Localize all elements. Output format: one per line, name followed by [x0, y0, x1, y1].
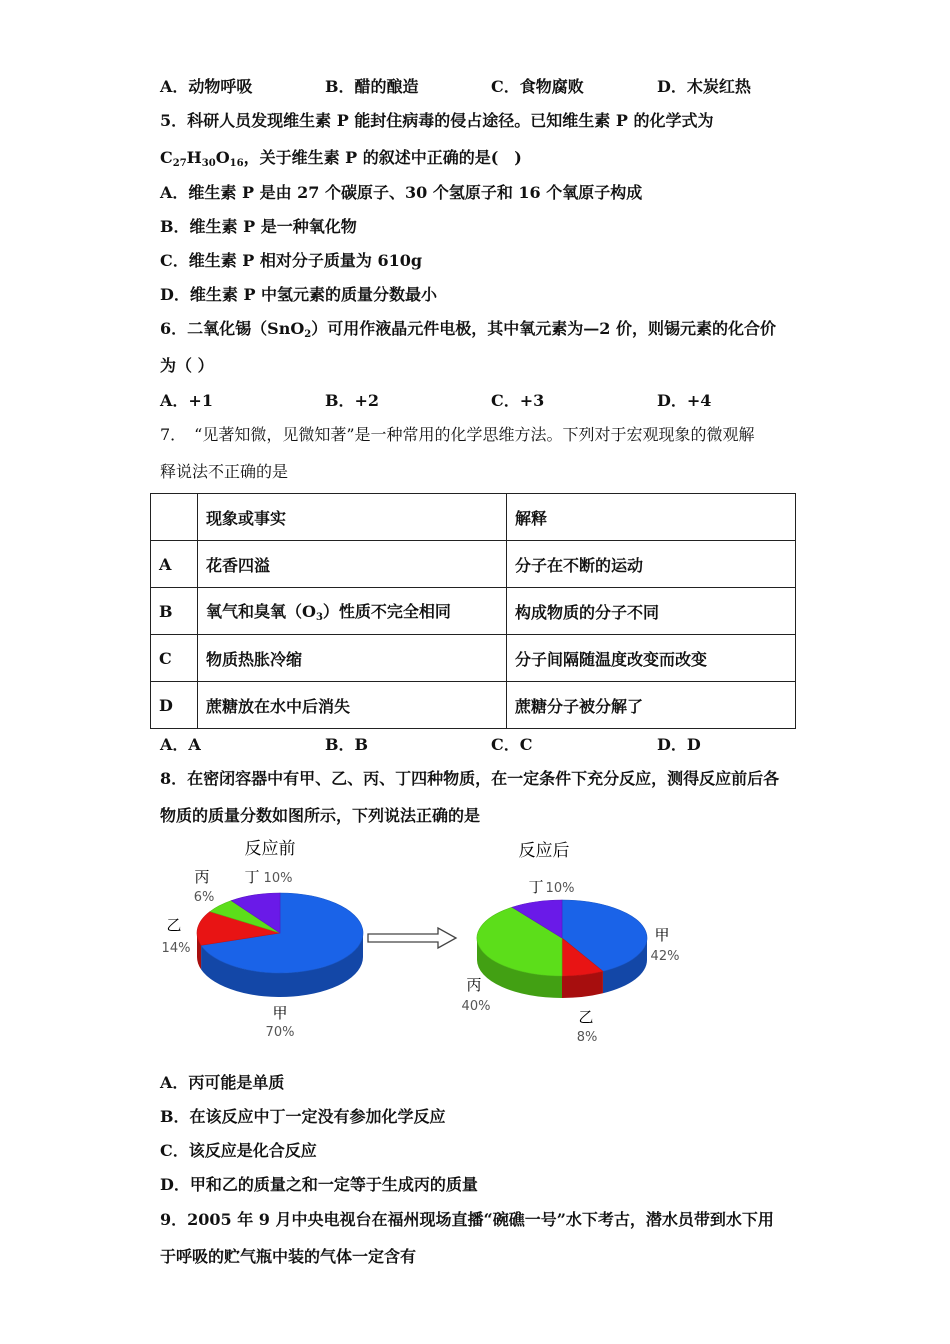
after-label-bing-value: 40%	[461, 999, 491, 1014]
q5-option-c: C．维生素 P 相对分子质量为 610g	[160, 251, 423, 270]
q5-stem-line1: 5．科研人员发现维生素 P 能封住病毒的侵占途径。已知维生素 P 的化学式为	[160, 111, 714, 130]
q7-stem-line2: 释说法不正确的是	[160, 462, 289, 481]
q4-option-a: A．动物呼吸	[160, 77, 253, 96]
table-cell-fact	[198, 588, 507, 635]
table-cell-fact: 花香四溢	[198, 541, 507, 588]
q6-stem-b: ）可用作液晶元件电极，其中氧元素为—2 价，则锡元素的化合价	[311, 319, 776, 338]
before-label-ding-value: 10%	[263, 871, 293, 886]
q6-stem-sub: 2	[304, 329, 312, 340]
q7-option-d: D．D	[657, 735, 701, 754]
q9-stem-line1: 9．2005 年 9 月中央电视台在福州现场直播“碗礁一号”水下考古，潜水员带到水下用	[160, 1210, 774, 1229]
table-cell-explain: 构成物质的分子不同	[507, 588, 796, 635]
q5-stem-line2	[160, 148, 522, 174]
after-label-ding-name: 丁	[528, 878, 544, 896]
table-cell-explain: 分子在不断的运动	[507, 541, 796, 588]
q8-option-c: C．该反应是化合反应	[160, 1141, 317, 1160]
formula-c: C	[160, 148, 173, 167]
table-row	[151, 541, 796, 588]
before-label-jia-name: 甲	[272, 1004, 288, 1022]
table-cell-fact: 蔗糖放在水中后消失	[198, 682, 507, 729]
formula-o-sub: 16	[229, 158, 244, 169]
after-label-ding-value: 10%	[545, 881, 575, 896]
before-label-ding-name: 丁	[244, 868, 260, 886]
fact-text-a: 氧气和臭氧（O	[206, 602, 316, 621]
before-label-yi-value: 14%	[161, 941, 191, 956]
reaction-arrow-icon	[368, 928, 456, 948]
pie-after	[477, 900, 647, 998]
q6-stem-line2: 为（ ）	[160, 356, 214, 375]
table-header-key	[151, 494, 198, 541]
q5-option-b: B．维生素 P 是一种氧化物	[160, 217, 357, 236]
q7-table	[150, 493, 796, 729]
formula-h-sub: 30	[201, 158, 216, 169]
before-label-bing-name: 丙	[194, 868, 210, 886]
table-row	[151, 588, 796, 635]
q5-option-a: A．维生素 P 是由 27 个碳原子、30 个氢原子和 16 个氧原子构成	[160, 183, 643, 202]
before-label-jia-value: 70%	[265, 1025, 295, 1040]
q4-option-b: B．醋的酿造	[325, 77, 419, 96]
after-label-jia-name: 甲	[654, 926, 670, 944]
table-cell-explain: 分子间隔随温度改变而改变	[507, 635, 796, 682]
q7-stem-line1: 7． “见著知微，见微知著”是一种常用的化学思维方法。下列对于宏观现象的微观解	[160, 425, 755, 444]
table-header-row	[151, 494, 796, 541]
q6-option-d: D．+4	[657, 391, 712, 410]
q6-option-a: A．+1	[160, 391, 213, 410]
before-label-bing-value: 6%	[193, 890, 215, 905]
q7-option-b: B．B	[325, 735, 369, 754]
table-cell-key: D	[151, 682, 198, 729]
q8-stem-line1: 8．在密闭容器中有甲、乙、丙、丁四种物质，在一定条件下充分反应，测得反应前后各	[160, 769, 780, 788]
q4-option-c: C．食物腐败	[491, 77, 584, 96]
pie-after-title: 反应后	[518, 841, 570, 861]
formula-c-sub: 27	[172, 158, 187, 169]
q8-option-a: A．丙可能是单质	[160, 1073, 285, 1092]
q5-stem-rest: ，关于维生素 P 的叙述中正确的是( )	[243, 148, 522, 167]
q8-option-b: B．在该反应中丁一定没有参加化学反应	[160, 1107, 446, 1126]
table-header-explain: 解释	[507, 494, 796, 541]
q8-option-d: D．甲和乙的质量之和一定等于生成丙的质量	[160, 1175, 478, 1194]
pie-before-title: 反应前	[244, 839, 296, 859]
q6-stem-line1	[160, 319, 776, 345]
q6-option-b: B．+2	[325, 391, 380, 410]
fact-text-b: ）性质不完全相同	[322, 602, 451, 621]
fact-sub: 3	[315, 612, 323, 623]
table-cell-key: C	[151, 635, 198, 682]
formula-o: O	[215, 148, 230, 167]
formula-h: H	[186, 148, 202, 167]
after-label-yi-value: 8%	[576, 1030, 598, 1045]
table-row	[151, 682, 796, 729]
before-label-yi-name: 乙	[166, 916, 182, 934]
table-cell-explain: 蔗糖分子被分解了	[507, 682, 796, 729]
q7-option-a: A．A	[160, 735, 201, 754]
after-label-yi-name: 乙	[578, 1008, 594, 1026]
q4-option-d: D．木炭红热	[657, 77, 751, 96]
reaction-pie-charts	[150, 838, 700, 1048]
q9-stem-line2: 于呼吸的贮气瓶中装的气体一定含有	[160, 1247, 417, 1266]
q6-option-c: C．+3	[491, 391, 545, 410]
q8-stem-line2: 物质的质量分数如图所示，下列说法正确的是	[160, 806, 481, 825]
table-cell-key: B	[151, 588, 198, 635]
after-label-jia-value: 42%	[650, 949, 680, 964]
table-cell-key: A	[151, 541, 198, 588]
after-label-bing-name: 丙	[466, 976, 482, 994]
q7-option-c: C．C	[491, 735, 533, 754]
table-header-fact: 现象或事实	[198, 494, 507, 541]
table-row	[151, 635, 796, 682]
table-cell-fact: 物质热胀冷缩	[198, 635, 507, 682]
q5-option-d: D．维生素 P 中氢元素的质量分数最小	[160, 285, 438, 304]
pie-before	[197, 893, 363, 997]
q6-stem-a: 6．二氧化锡（SnO	[160, 319, 305, 338]
